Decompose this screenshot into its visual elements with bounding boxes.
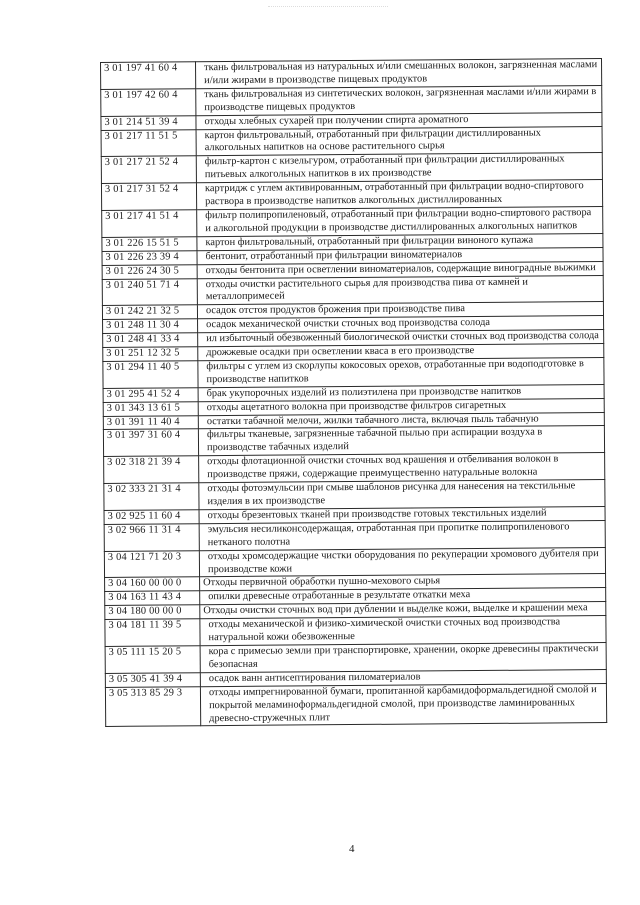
waste-code: 3 01 217 11 51 5: [101, 129, 196, 157]
table-row: [105, 616, 606, 647]
table-row: [104, 453, 605, 484]
waste-name: отходы бентонита при осветлении виноматериалов, содержащие виноградные выжимки: [197, 261, 603, 278]
waste-code: 3 01 294 11 40 5: [103, 361, 198, 389]
waste-name: отходы брезентовых тканей при производстве готовых текстильных изделий: [199, 506, 605, 523]
waste-name: отходы фотоэмульсии при смыве шаблонов рисунка для нанесения на текстильные изделия в их производстве: [199, 480, 605, 510]
waste-name: фильтр-картон с кизельгуром, отработанный при фильтрации дистиллированных питьевых алкогольных напитков в их производстве: [196, 153, 602, 183]
waste-name: фильтр полипропиленовый, отработанный при фильтрации водно-спиртового раствора и алкогольной продукции в производстве дистиллированных алкогольных напитков: [197, 207, 603, 237]
page-number: 4: [349, 843, 355, 855]
waste-name: картон фильтровальный, отработанный при фильтрации дистиллированных алкогольных напитков на основе растительного сырья: [196, 126, 602, 156]
waste-code: 3 02 318 21 39 4: [104, 456, 199, 484]
table-row: [105, 683, 606, 727]
waste-code: 3 01 295 41 52 4: [103, 387, 198, 402]
waste-name: отходы флотационной очистки сточных вод крашения и отбеливания волокон в производстве пряжи, содержащие преимущественно натуральные волокна: [199, 453, 605, 483]
waste-code: 3 01 217 21 52 4: [101, 156, 196, 184]
waste-name: Отходы первичной обработки пушно-мехового сырья: [200, 574, 606, 591]
waste-name: отходы очистки растительного сырья для производства пива от камней и металлопримесей: [197, 275, 603, 305]
table-row: [105, 643, 606, 674]
table-row: [103, 357, 604, 388]
waste-code: 3 01 251 12 32 5: [103, 347, 198, 362]
waste-code: 3 01 197 41 60 4: [101, 62, 196, 90]
waste-code: 3 01 226 23 39 4: [102, 250, 197, 265]
table-row: [101, 85, 602, 116]
waste-code: 3 01 397 31 60 4: [103, 429, 198, 457]
scan-artifact: [268, 6, 388, 13]
waste-name: Отходы очистки сточных вод при дублении и выделке кожи, выделке и крашении меха: [200, 602, 606, 619]
waste-code: 3 01 248 41 33 4: [103, 333, 198, 348]
waste-code: 3 01 226 15 51 5: [102, 237, 197, 252]
table-row: [102, 275, 603, 306]
waste-name: дрожжевые осадки при осветлении кваса в его производстве: [198, 344, 604, 361]
waste-name: ткань фильтровальная из синтетических волокон, загрязненная маслами и/или жирами в производстве пищевых продуктов: [196, 85, 602, 115]
table-row: [101, 153, 602, 184]
waste-code: 3 05 305 41 39 4: [105, 673, 200, 688]
waste-code: 3 02 925 11 60 4: [104, 510, 199, 525]
waste-name: отходы хлебных сухарей при получении спирта ароматного: [196, 112, 602, 129]
waste-name: фильтры тканевые, загрязненные табачной пылью при аспирации воздуха в производстве табачных изделий: [198, 426, 604, 456]
waste-code: 3 01 217 31 52 4: [101, 183, 196, 211]
waste-code: 3 04 160 00 00 0: [105, 577, 200, 592]
waste-code: 3 01 226 24 30 5: [102, 264, 197, 279]
waste-name: остатки табачной мелочи, жилки табачного листа, включая пыль табачную: [198, 412, 604, 429]
waste-name: отходы хромсодержащие чистки оборудования по рекуперации хромового дубителя при производстве кожи: [199, 547, 605, 577]
waste-code-table: [100, 58, 607, 727]
waste-name: брак укупорочных изделий из полиэтилена при производстве напитков: [198, 384, 604, 401]
waste-name: отходы механической и физико-химической очистки сточных вод производства натуральной кожи обезвоженные: [200, 616, 606, 646]
waste-name: фильтры с углем из скорлупы кокосовых орехов, отработанные при водоподготовке в производстве напитков: [198, 357, 604, 387]
waste-name: картридж с углем активированным, отработанный при фильтрации водно-спиртового раствора в производстве напитков алкогольных дистиллированных: [196, 180, 602, 210]
table-row: [102, 207, 603, 238]
waste-name: осадок отстоя продуктов брожения при производстве пива: [197, 302, 603, 319]
table-row: [101, 180, 602, 211]
waste-code: 3 01 242 21 32 5: [102, 305, 197, 320]
waste-name: осадок механической очистки сточных вод производства солода: [198, 316, 604, 333]
waste-code: 3 04 163 11 43 4: [105, 591, 200, 606]
table-row: [104, 480, 605, 511]
waste-code: 3 02 333 21 31 4: [104, 483, 199, 511]
waste-code: 3 01 217 41 51 4: [102, 210, 197, 238]
waste-code: 3 05 111 15 20 5: [105, 646, 200, 674]
table-row: [104, 520, 605, 551]
waste-name: бентонит, отработанный при фильтрации виноматериалов: [197, 247, 603, 264]
waste-code: 3 04 181 11 39 5: [105, 619, 200, 647]
waste-code: 3 04 180 00 00 0: [105, 605, 200, 620]
waste-name: картон фильтровальный, отработанный при фильтрации виноного купажа: [197, 233, 603, 250]
waste-code: 3 01 391 11 40 4: [103, 415, 198, 430]
waste-name: ил избыточный обезвоженный биологической очистки сточных вод производства солода: [198, 330, 604, 347]
waste-name: кора с примесью земли при транспортировке, хранении, окорке древесины практически безопасная: [200, 643, 606, 673]
waste-code: 3 01 197 42 60 4: [101, 89, 196, 117]
waste-code: 3 02 966 11 31 4: [104, 524, 199, 552]
waste-name: отходы импрегнированной бумаги, пропитанной карбамидоформальдегидной смолой и покрытой меламиноформальдегидной смолой, при производстве ламинированных древесно-стружечных плит: [200, 683, 606, 726]
waste-name: отходы ацетатного волокна при производстве фильтров сигаретных: [198, 398, 604, 415]
waste-code: 3 05 313 85 29 3: [105, 686, 200, 726]
table-row: [104, 547, 605, 578]
table-row: [101, 126, 602, 157]
waste-name: эмульсия несиликонсодержащая, отработанная при пропитке полипропиленового нетканого полотна: [199, 520, 605, 550]
waste-code: 3 01 214 51 39 4: [101, 115, 196, 130]
waste-name: опилки древесные отработанные в результате откатки меха: [200, 588, 606, 605]
table-row: [103, 426, 604, 457]
waste-name: ткань фильтровальная из натуральных и/или смешанных волокон, загрязненная маслами и/или жирами в производстве пищевых продуктов: [196, 59, 602, 89]
waste-code: 3 01 240 51 71 4: [102, 278, 197, 306]
waste-code: 3 01 248 11 30 4: [103, 319, 198, 334]
table-row: [101, 59, 602, 90]
waste-name: осадок ванн антисептирования пиломатериалов: [200, 669, 606, 686]
waste-code: 3 01 343 13 61 5: [103, 401, 198, 416]
waste-code: 3 04 121 71 20 3: [104, 550, 199, 578]
